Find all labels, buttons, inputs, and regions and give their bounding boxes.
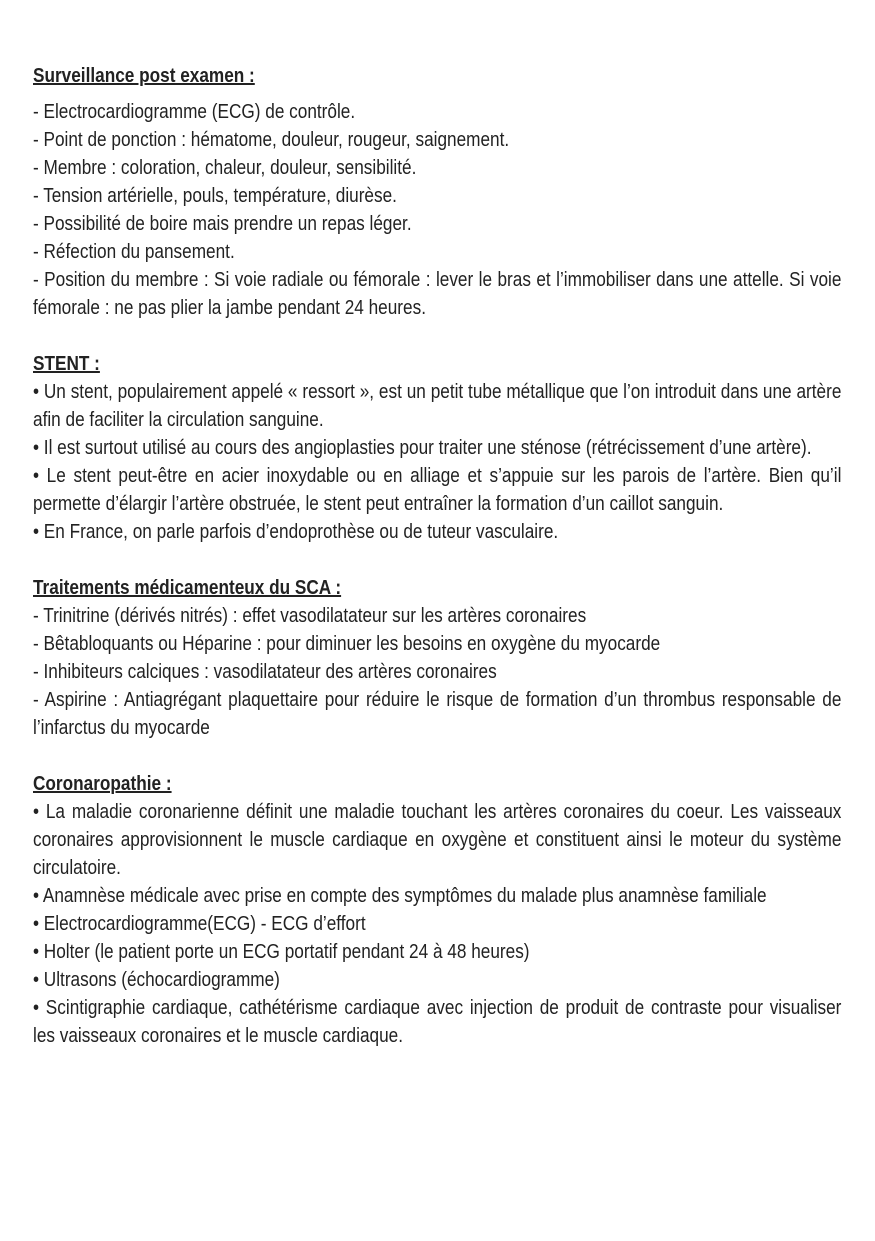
section-heading: Coronaropathie :: [33, 773, 172, 795]
section-coronaropathie: [33, 770, 841, 1050]
list-item: • Electrocardiogramme(ECG) - ECG d’effort: [33, 913, 366, 935]
list-item: • Le stent peut-être en acier inoxydable ou en alliage et s’appuie sur les parois de l’artère. Bien qu’il permette d’élargir l’artère obstruée, le stent peut entraîner la formation d’un caillot sanguin.: [33, 465, 842, 515]
section-heading: STENT :: [33, 353, 100, 375]
list-item: - Inhibiteurs calciques : vasodilatateur des artères coronaires: [33, 661, 497, 683]
list-item: • Il est surtout utilisé au cours des angioplasties pour traiter une sténose (rétrécissement d’une artère).: [33, 437, 812, 459]
list-item: - Membre : coloration, chaleur, douleur, sensibilité.: [33, 157, 417, 179]
list-item: - Aspirine : Antiagrégant plaquettaire pour réduire le risque de formation d’un thrombus responsable de l’infarctus du myocarde: [33, 689, 842, 739]
list-item: - Trinitrine (dérivés nitrés) : effet vasodilatateur sur les artères coronaires: [33, 605, 587, 627]
section-heading: Traitements médicamenteux du SCA :: [33, 577, 342, 599]
list-item: - Point de ponction : hématome, douleur, rougeur, saignement.: [33, 129, 510, 151]
list-item: • Holter (le patient porte un ECG portatif pendant 24 à 48 heures): [33, 941, 530, 963]
section-surveillance: [33, 62, 841, 322]
section-heading: Surveillance post examen :: [33, 65, 255, 87]
section-traitements: [33, 574, 841, 742]
document-page: [33, 62, 841, 1050]
list-item: • Un stent, populairement appelé « ressort », est un petit tube métallique que l’on introduit dans une artère afin de faciliter la circulation sanguine.: [33, 381, 842, 431]
list-item: • En France, on parle parfois d’endoprothèse ou de tuteur vasculaire.: [33, 521, 559, 543]
list-item: - Possibilité de boire mais prendre un repas léger.: [33, 213, 412, 235]
list-item: - Tension artérielle, pouls, température, diurèse.: [33, 185, 397, 207]
list-item: • Ultrasons (échocardiogramme): [33, 969, 280, 991]
list-item: - Electrocardiogramme (ECG) de contrôle.: [33, 101, 356, 123]
section-stent: [33, 350, 841, 546]
list-item: • La maladie coronarienne définit une maladie touchant les artères coronaires du coeur. Les vaisseaux coronaires approvisionnent le muscle cardiaque en oxygène et constituent ainsi le moteur du système circulatoire.: [33, 801, 842, 879]
list-item: - Position du membre : Si voie radiale ou fémorale : lever le bras et l’immobiliser dans une attelle. Si voie fémorale : ne pas plier la jambe pendant 24 heures.: [33, 269, 842, 319]
list-item: - Réfection du pansement.: [33, 241, 235, 263]
list-item: - Bêtabloquants ou Héparine : pour diminuer les besoins en oxygène du myocarde: [33, 633, 661, 655]
list-item: • Scintigraphie cardiaque, cathétérisme cardiaque avec injection de produit de contraste pour visualiser les vaisseaux coronaires et le muscle cardiaque.: [33, 997, 842, 1047]
list-item: • Anamnèse médicale avec prise en compte des symptômes du malade plus anamnèse familiale: [33, 885, 767, 907]
